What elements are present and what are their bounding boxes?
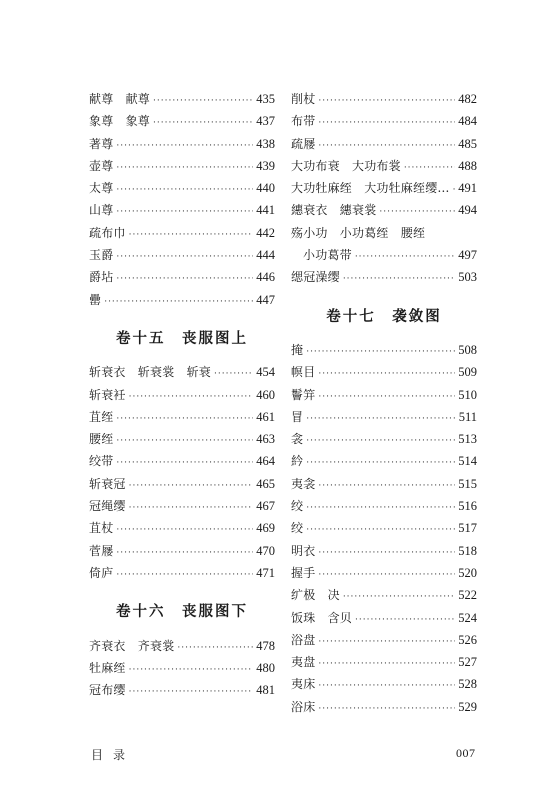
toc-entry-title: 绞带 xyxy=(89,454,114,469)
toc-leader-dots xyxy=(214,363,253,385)
toc-entry-page: 509 xyxy=(458,365,477,380)
toc-entry-title: 罍 xyxy=(89,292,102,307)
toc-entry-page: 514 xyxy=(458,454,477,469)
toc-leader-dots xyxy=(343,268,455,290)
toc-entry-title: 饭珠 含贝 xyxy=(291,610,353,625)
toc-entry xyxy=(291,696,477,718)
toc-entry-title: 壶尊 xyxy=(89,158,114,173)
toc-entry xyxy=(291,428,477,450)
toc-leader-dots xyxy=(116,564,253,586)
toc-entry-page: 515 xyxy=(458,476,477,491)
toc-leader-dots xyxy=(116,430,253,452)
toc-entry-title: 齐衰衣 齐衰裳 xyxy=(89,638,175,653)
toc-entry-page: 440 xyxy=(256,181,275,196)
toc-leader-dots xyxy=(116,452,253,474)
section-heading-juan-17: 卷十七 袭敛图 xyxy=(326,307,442,325)
toc-entry-page: 526 xyxy=(458,632,477,647)
toc-entry-page: 494 xyxy=(458,203,477,218)
toc-entry xyxy=(89,361,275,383)
toc-entry-page: 435 xyxy=(256,92,275,106)
toc-entry xyxy=(89,133,275,155)
toc-entry-title: 斩衰冠 xyxy=(89,476,126,491)
toc-entry-page: 469 xyxy=(256,521,275,536)
toc-entry-page: 510 xyxy=(458,387,477,402)
toc-entry-title: 掩 xyxy=(291,342,304,357)
toc-entry-title: 腰绖 xyxy=(89,432,114,447)
section-heading-juan-16: 卷十六 丧服图下 xyxy=(116,603,248,621)
toc-entry xyxy=(291,222,477,244)
toc-entry-title: 幎目 xyxy=(291,365,316,380)
toc-entry xyxy=(291,199,477,221)
toc-entry-page: 527 xyxy=(458,655,477,670)
toc-entry-title: 大功牡麻绖 大功牡麻绖缨… xyxy=(291,181,450,196)
toc-entry xyxy=(89,199,275,221)
toc-entry xyxy=(291,450,477,472)
toc-entry xyxy=(291,651,477,673)
toc-entry xyxy=(89,222,275,244)
toc-entry xyxy=(89,679,275,701)
toc-entry-title: 苴绖 xyxy=(89,409,114,424)
toc-leader-dots xyxy=(318,564,455,586)
toc-leader-dots xyxy=(129,497,254,519)
toc-entry-page: 508 xyxy=(458,342,477,357)
toc-entry xyxy=(291,155,477,177)
toc-entry xyxy=(89,289,275,311)
toc-entry xyxy=(89,384,275,406)
toc-leader-dots xyxy=(318,363,455,385)
toc-entry-page: 467 xyxy=(256,499,275,514)
toc-leader-dots xyxy=(318,542,455,564)
toc-entry-page: 464 xyxy=(256,454,275,469)
toc-entry xyxy=(291,406,477,428)
toc-entry-title: 山尊 xyxy=(89,203,114,218)
toc-entry xyxy=(291,562,477,584)
toc-entry-page: 465 xyxy=(256,476,275,491)
toc-entry-title: 小功葛带 xyxy=(303,248,352,263)
toc-entry-page: 444 xyxy=(256,248,275,263)
toc-leader-dots xyxy=(318,698,455,720)
toc-entry xyxy=(291,629,477,651)
toc-leader-dots xyxy=(177,637,253,659)
toc-entry-page: 461 xyxy=(256,409,275,424)
toc-entry-title: 浴盘 xyxy=(291,632,316,647)
toc-entry xyxy=(291,339,477,361)
toc-entry-page: 439 xyxy=(256,158,275,173)
footer-page-number: 007 xyxy=(456,746,476,760)
toc-leader-dots xyxy=(318,386,455,408)
toc-entry-title: 大功布衰 大功布裳 xyxy=(291,158,401,173)
toc-entry xyxy=(89,155,275,177)
toc-leader-dots xyxy=(306,430,455,452)
toc-leader-dots xyxy=(116,519,253,541)
toc-entry-title: 明衣 xyxy=(291,543,316,558)
toc-leader-dots xyxy=(116,157,253,179)
toc-entry-page: 478 xyxy=(256,638,275,653)
toc-leader-dots xyxy=(404,157,455,179)
toc-entry-title: 夷盘 xyxy=(291,655,316,670)
toc-entry-page: 480 xyxy=(256,660,275,675)
toc-entry xyxy=(291,110,477,132)
toc-entry-page: 524 xyxy=(458,610,477,625)
toc-leader-dots xyxy=(116,268,253,290)
toc-entry-page: 518 xyxy=(458,543,477,558)
toc-entry-page: 447 xyxy=(256,292,275,307)
toc-entry-page: 528 xyxy=(458,677,477,692)
toc-leader-dots xyxy=(129,475,254,497)
toc-left-block-3 xyxy=(89,635,275,702)
toc-entry xyxy=(291,495,477,517)
toc-entry xyxy=(89,562,275,584)
toc-entry-page: 517 xyxy=(458,521,477,536)
toc-entry-title: 繐衰衣 繐衰裳 xyxy=(291,203,377,218)
toc-entry-title: 鬠笄 xyxy=(291,387,316,402)
toc-entry xyxy=(89,657,275,679)
toc-left-column xyxy=(89,88,275,701)
toc-entry-page: 491 xyxy=(458,181,477,196)
toc-leader-dots xyxy=(318,675,455,697)
toc-leader-dots xyxy=(379,201,455,223)
toc-leader-dots xyxy=(453,179,456,201)
toc-entry-page: 463 xyxy=(256,432,275,447)
toc-entry-title: 缌冠澡缨 xyxy=(291,270,340,285)
toc-entry-title: 布带 xyxy=(291,114,316,129)
toc-entry-page: 497 xyxy=(458,248,477,263)
toc-leader-dots xyxy=(129,224,254,246)
toc-entry-page: 446 xyxy=(256,270,275,285)
toc-entry-title: 削杖 xyxy=(291,92,316,106)
toc-entry xyxy=(89,635,275,657)
toc-leader-dots xyxy=(129,681,254,703)
toc-entry-title: 苴杖 xyxy=(89,521,114,536)
footer-label: 目录 xyxy=(91,748,136,762)
toc-leader-dots xyxy=(318,112,455,134)
toc-entry-title: 疏布巾 xyxy=(89,225,126,240)
toc-entry-page: 441 xyxy=(256,203,275,218)
toc-leader-dots xyxy=(116,246,253,268)
toc-entry-title: 衾 xyxy=(291,432,304,447)
toc-leader-dots xyxy=(318,631,455,653)
toc-entry-title: 紟 xyxy=(291,454,304,469)
toc-leader-dots xyxy=(318,653,455,675)
toc-entry xyxy=(89,450,275,472)
toc-entry-page: 437 xyxy=(256,114,275,129)
toc-entry xyxy=(89,406,275,428)
toc-entry-title: 殇小功 小功葛绖 腰绖 xyxy=(291,225,426,240)
toc-entry-title: 夷床 xyxy=(291,677,316,692)
toc-entry xyxy=(291,517,477,539)
toc-leader-dots xyxy=(318,135,455,157)
toc-leader-dots xyxy=(116,135,253,157)
toc-leader-dots xyxy=(306,341,455,363)
toc-entry-title: 菅屦 xyxy=(89,543,114,558)
toc-entry-page: 481 xyxy=(256,683,275,698)
toc-entry-title: 牡麻绖 xyxy=(89,660,126,675)
toc-entry-title: 玉爵 xyxy=(89,248,114,263)
toc-entry-page: 460 xyxy=(256,387,275,402)
toc-leader-dots xyxy=(116,408,253,430)
toc-leader-dots xyxy=(129,659,254,681)
toc-entry xyxy=(89,110,275,132)
toc-entry xyxy=(291,88,477,110)
toc-entry xyxy=(89,495,275,517)
toc-entry-page: 482 xyxy=(458,92,477,106)
toc-entry-title: 冠布缨 xyxy=(89,683,126,698)
toc-entry-title: 纩极 决 xyxy=(291,588,340,603)
toc-entry-title: 倚庐 xyxy=(89,565,114,580)
toc-entry-page: 470 xyxy=(256,543,275,558)
toc-entry-title: 爵坫 xyxy=(89,270,114,285)
toc-entry-title: 绞 xyxy=(291,521,304,536)
toc-entry xyxy=(89,517,275,539)
toc-entry xyxy=(291,177,477,199)
toc-leader-dots xyxy=(104,291,253,313)
toc-entry xyxy=(89,428,275,450)
toc-entry-page: 513 xyxy=(458,432,477,447)
toc-leader-dots xyxy=(306,408,456,430)
toc-entry-page: 511 xyxy=(458,409,477,424)
toc-right-column xyxy=(291,88,477,718)
toc-entry-page: 442 xyxy=(256,225,275,240)
toc-entry xyxy=(89,88,275,110)
toc-entry-title: 握手 xyxy=(291,565,316,580)
toc-entry-page: 438 xyxy=(256,136,275,151)
toc-entry-page: 471 xyxy=(256,565,275,580)
toc-leader-dots xyxy=(153,90,253,112)
toc-entry xyxy=(89,266,275,288)
toc-entry-title: 疏屦 xyxy=(291,136,316,151)
toc-left-block-1 xyxy=(89,88,275,311)
toc-entry-title: 象尊 象尊 xyxy=(89,114,151,129)
toc-leader-dots xyxy=(116,179,253,201)
toc-entry-title: 浴床 xyxy=(291,699,316,714)
toc-leader-dots xyxy=(306,452,455,474)
toc-entry-page: 488 xyxy=(458,158,477,173)
toc-entry xyxy=(291,473,477,495)
toc-entry xyxy=(291,244,477,266)
toc-entry xyxy=(89,540,275,562)
section-heading-juan-15: 卷十五 丧服图上 xyxy=(116,329,248,347)
toc-right-block-1 xyxy=(291,88,477,289)
toc-entry-title: 太尊 xyxy=(89,181,114,196)
toc-leader-dots xyxy=(355,246,455,268)
toc-entry-page: 516 xyxy=(458,499,477,514)
toc-entry-title: 冠绳缨 xyxy=(89,499,126,514)
toc-entry-title: 著尊 xyxy=(89,136,114,151)
toc-entry xyxy=(291,384,477,406)
toc-entry xyxy=(291,266,477,288)
toc-leader-dots xyxy=(129,386,254,408)
toc-entry-title: 夷衾 xyxy=(291,476,316,491)
toc-entry xyxy=(291,361,477,383)
toc-entry-title: 斩衰衽 xyxy=(89,387,126,402)
toc-entry xyxy=(291,607,477,629)
toc-entry-title: 斩衰衣 斩衰裳 斩衰 xyxy=(89,365,212,380)
toc-entry-title: 冒 xyxy=(291,409,304,424)
toc-leader-dots xyxy=(318,475,455,497)
toc-entry xyxy=(89,473,275,495)
toc-leader-dots xyxy=(306,519,455,541)
toc-entry-title: 献尊 献尊 xyxy=(89,92,151,106)
toc-entry xyxy=(291,133,477,155)
toc-entry-page: 529 xyxy=(458,699,477,714)
toc-leader-dots xyxy=(116,542,253,564)
toc-leader-dots xyxy=(306,497,455,519)
toc-entry-page: 520 xyxy=(458,565,477,580)
toc-entry-title: 绞 xyxy=(291,499,304,514)
toc-leader-dots xyxy=(116,201,253,223)
toc-entry xyxy=(89,244,275,266)
toc-entry-page: 484 xyxy=(458,114,477,129)
toc-entry xyxy=(291,673,477,695)
toc-leader-dots xyxy=(355,609,455,631)
toc-entry-page: 485 xyxy=(458,136,477,151)
toc-left-block-2 xyxy=(89,361,275,584)
toc-leader-dots xyxy=(318,90,455,112)
toc-leader-dots xyxy=(153,112,253,134)
toc-leader-dots xyxy=(343,586,455,608)
toc-entry xyxy=(291,540,477,562)
toc-entry-page: 522 xyxy=(458,588,477,603)
toc-entry xyxy=(89,177,275,199)
toc-entry-page: 454 xyxy=(256,365,275,380)
toc-entry xyxy=(291,584,477,606)
toc-right-block-2 xyxy=(291,339,477,718)
toc-entry-page: 503 xyxy=(458,270,477,285)
